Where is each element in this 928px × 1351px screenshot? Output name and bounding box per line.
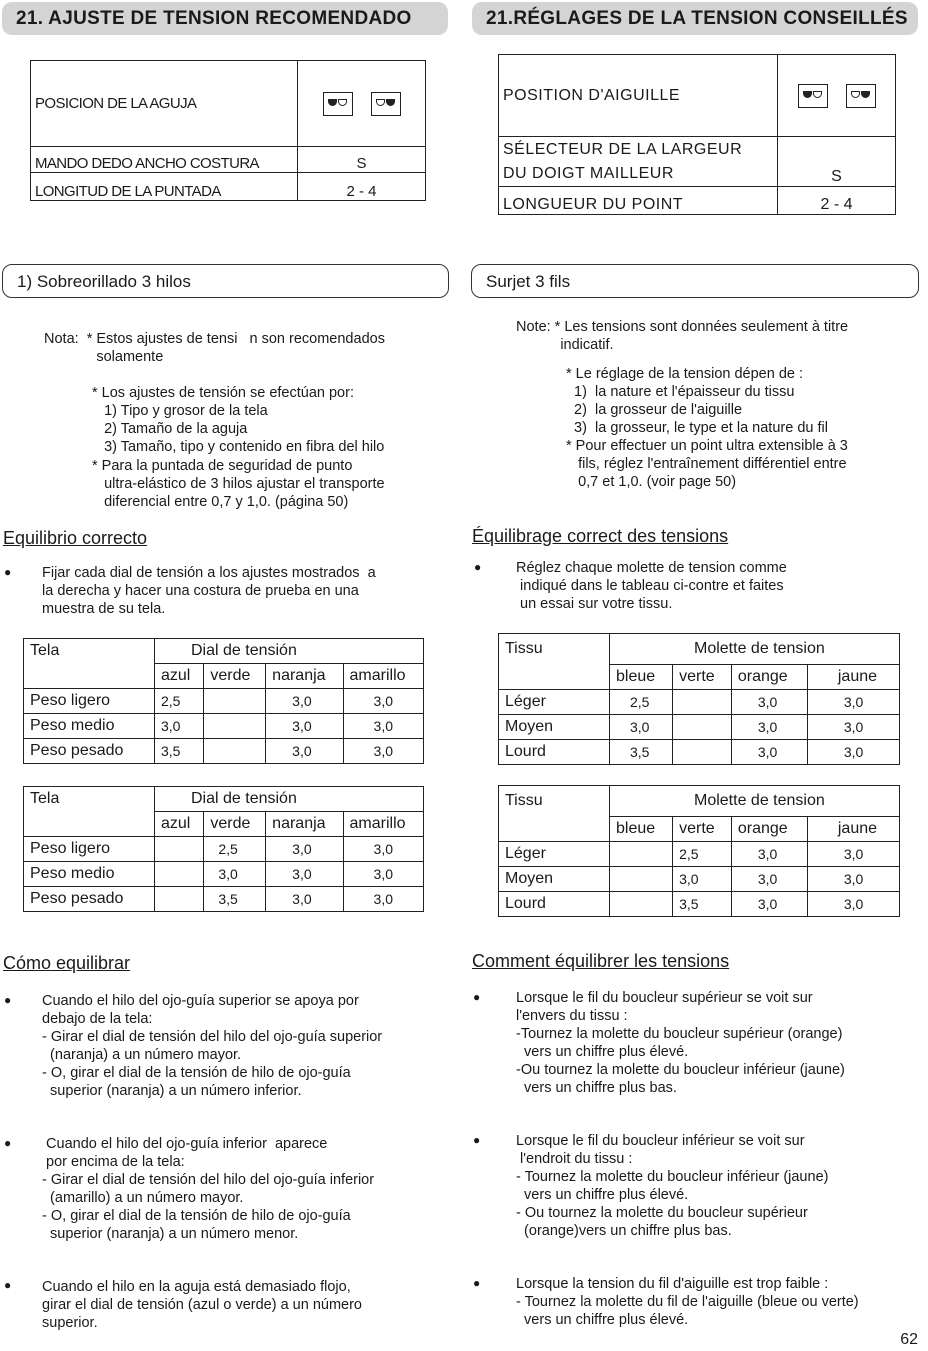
how-fr-2-line: - Ou tournez la molette du boucleur supérieur xyxy=(516,1205,808,1221)
row-label: Lourd xyxy=(499,891,610,916)
how-fr-3-line: Lorsque la tension du fil d'aiguille est trop faible : xyxy=(516,1276,829,1292)
col-header: jaune xyxy=(807,816,899,841)
how-es-3-line: girar el dial de tensión (azul o verde) a un número xyxy=(42,1297,362,1313)
needle-right-icon xyxy=(371,92,401,116)
note-fr-5: 3) la grosseur, le type et la nature du fil xyxy=(566,420,828,436)
row-label: Peso pesado xyxy=(24,739,155,764)
how-es-2-line: - O, girar el dial de la tensión de hilo de ojo-guía xyxy=(42,1208,351,1224)
note-es-3: 1) Tipo y grosor de la tela xyxy=(92,403,268,419)
how-fr-3-line: vers un chiffre plus élevé. xyxy=(516,1312,689,1328)
balance-es-2: muestra de su tela. xyxy=(42,601,166,617)
how-es-3-line: Cuando el hilo en la aguja está demasiado flojo, xyxy=(42,1279,351,1295)
note-es-4: 2) Tamaño de la aguja xyxy=(92,421,248,437)
needle-position-cell xyxy=(298,61,426,147)
needle-position-label: POSICION DE LA AGUJA xyxy=(31,61,298,147)
balance-fr-1: indiqué dans le tableau ci-contre et faites xyxy=(516,578,784,594)
dial-header: Molette de tension xyxy=(610,786,900,817)
note-fr-0: Note: * Les tensions sont données seulement à titre xyxy=(516,319,849,335)
col-header: azul xyxy=(155,812,204,837)
bullet-icon: ● xyxy=(4,1278,12,1292)
note-fr-8: 0,7 et 1,0. (voir page 50) xyxy=(566,474,737,490)
col-header: verte xyxy=(673,664,732,689)
how-fr-1-line: vers un chiffre plus élevé. xyxy=(516,1044,689,1060)
how-fr-2-line: l'endroit du tissu : xyxy=(516,1151,633,1167)
finger-width-value: S xyxy=(298,147,426,173)
finger-width-label xyxy=(499,137,778,187)
tension-table-es-1: Tela Dial de tensión azul verde naranja amarillo Peso ligero 2,5 3,0 3,0 Peso medio 3,0 3,0 3,0 Peso pesado 3,5 3,0 3,0 xyxy=(23,638,424,764)
how-fr-1-line: Lorsque le fil du boucleur supérieur se voit sur xyxy=(516,990,813,1006)
stitch-length-value: 2 - 4 xyxy=(778,187,896,215)
row-label: Lourd xyxy=(499,739,610,764)
how-fr-2-line: (orange)vers un chiffre plus bas. xyxy=(516,1223,732,1239)
stitch-length-value: 2 - 4 xyxy=(298,173,426,201)
fabric-header: Tissu xyxy=(499,786,610,817)
note-es-2: * Los ajustes de tensión se efectúan por: xyxy=(92,385,354,401)
col-header: naranja xyxy=(266,812,343,837)
how-fr-1-line: vers un chiffre plus bas. xyxy=(516,1080,677,1096)
col-header: jaune xyxy=(807,664,899,689)
fabric-header: Tissu xyxy=(499,634,610,665)
finger-width-value: S xyxy=(778,137,896,187)
tension-table-fr-2: Tissu Molette de tension bleue verte orange jaune Léger 2,5 3,0 3,0 Moyen 3,0 3,0 3,0 Lourd 3,5 3,0 3,0 xyxy=(498,785,900,917)
finger-width-label-line2: DU DOIGT MAILLEUR xyxy=(503,165,674,182)
how-es-2-line: (amarillo) a un número mayor. xyxy=(42,1190,244,1206)
needle-left-icon xyxy=(323,92,353,116)
needle-position-cell xyxy=(778,55,896,137)
note-fr-2: * Le réglage de la tension dépen de : xyxy=(566,366,804,382)
dial-header: Dial de tensión xyxy=(155,787,424,812)
bullet-icon: ● xyxy=(473,1276,481,1290)
settings-table-es xyxy=(30,60,426,201)
how-es-2-line: por encima de la tela: xyxy=(42,1154,185,1170)
note-es-7: ultra-elástico de 3 hilos ajustar el transporte xyxy=(92,476,385,492)
row-label: Moyen xyxy=(499,866,610,891)
balance-es-0: Fijar cada dial de tensión a los ajustes mostrados a xyxy=(42,565,376,581)
bullet-icon: ● xyxy=(474,560,482,574)
bullet-icon: ● xyxy=(4,1136,12,1150)
note-fr-7: fils, réglez l'entraînement différentiel entre xyxy=(566,456,847,472)
row-label: Peso ligero xyxy=(24,837,155,862)
col-header: amarillo xyxy=(343,664,423,689)
how-es-2-line: - Girar el dial de tensión del hilo del ojo-guía inferior xyxy=(42,1172,375,1188)
bullet-icon: ● xyxy=(473,990,481,1004)
dial-header: Dial de tensión xyxy=(155,639,424,664)
tension-table-fr-1: Tissu Molette de tension bleue verte orange jaune Léger 2,5 3,0 3,0 Moyen 3,0 3,0 3,0 Lourd 3,5 3,0 3,0 xyxy=(498,633,900,765)
how-fr-2-line: vers un chiffre plus élevé. xyxy=(516,1187,689,1203)
how-es-2-line: superior (naranja) a un número menor. xyxy=(42,1226,299,1242)
how-es-1-line: superior (naranja) a un número inferior. xyxy=(42,1083,302,1099)
row-label: Léger xyxy=(499,841,610,866)
how-es-2-line: Cuando el hilo del ojo-guía inferior aparece xyxy=(42,1136,328,1152)
bullet-icon: ● xyxy=(4,993,12,1007)
how-fr-1-line: l'envers du tissu : xyxy=(516,1008,628,1024)
col-header: orange xyxy=(731,664,807,689)
balance-es-1: la derecha y hacer una costura de prueba en una xyxy=(42,583,359,599)
needle-position-label: POSITION D'AIGUILLE xyxy=(499,55,778,137)
how-es-1-line: - O, girar el dial de la tensión de hilo de ojo-guía xyxy=(42,1065,351,1081)
col-header: verte xyxy=(673,816,732,841)
how-fr-1-line: -Tournez la molette du boucleur supérieur (orange) xyxy=(516,1026,843,1042)
note-es-5: 3) Tamaño, tipo y contenido en fibra del hilo xyxy=(92,439,385,455)
how-fr-2-line: Lorsque le fil du boucleur inférieur se voit sur xyxy=(516,1133,805,1149)
col-header: orange xyxy=(731,816,807,841)
section-box-fr: Surjet 3 fils xyxy=(471,264,919,298)
how-title-es: Cómo equilibrar xyxy=(3,953,131,973)
col-header: azul xyxy=(155,664,204,689)
row-label: Peso pesado xyxy=(24,887,155,912)
fabric-header: Tela xyxy=(24,639,155,664)
col-header: verde xyxy=(204,664,266,689)
row-label: Peso medio xyxy=(24,862,155,887)
col-header: bleue xyxy=(610,816,673,841)
needle-right-icon xyxy=(846,84,876,108)
note-fr-6: * Pour effectuer un point ultra extensible à 3 xyxy=(566,438,848,454)
page-number: 62 xyxy=(900,1331,918,1348)
header-es: 21. AJUSTE DE TENSION RECOMENDADO xyxy=(2,2,448,35)
how-es-1-line: (naranja) a un número mayor. xyxy=(42,1047,242,1063)
bullet-icon: ● xyxy=(473,1133,481,1147)
bullet-icon: ● xyxy=(4,565,12,579)
fabric-header: Tela xyxy=(24,787,155,812)
col-header: verde xyxy=(204,812,266,837)
finger-width-label: MANDO DEDO ANCHO COSTURA xyxy=(31,147,298,173)
note-es-8: diferencial entre 0,7 y 1,0. (página 50) xyxy=(92,494,349,510)
note-fr-4: 2) la grosseur de l'aiguille xyxy=(566,402,743,418)
balance-fr-0: Réglez chaque molette de tension comme xyxy=(516,560,787,576)
how-es-1-line: - Girar el dial de tensión del hilo del ojo-guía superior xyxy=(42,1029,383,1045)
finger-width-label-line1: SÉLECTEUR DE LA LARGEUR xyxy=(503,141,743,158)
how-title-fr: Comment équilibrer les tensions xyxy=(472,951,730,971)
settings-table-fr xyxy=(498,54,896,215)
note-fr-3: 1) la nature et l'épaisseur du tissu xyxy=(566,384,795,400)
note-es-0: Nota: * Estos ajustes de tensi n son recomendados xyxy=(44,331,385,347)
row-label: Peso medio xyxy=(24,714,155,739)
needle-left-icon xyxy=(798,84,828,108)
how-es-1-line: Cuando el hilo del ojo-guía superior se apoya por xyxy=(42,993,359,1009)
balance-title-es: Equilibrio correcto xyxy=(3,528,148,548)
stitch-length-label: LONGUEUR DU POINT xyxy=(499,187,778,215)
how-fr-1-line: -Ou tournez la molette du boucleur inférieur (jaune) xyxy=(516,1062,845,1078)
balance-fr-2: un essai sur votre tissu. xyxy=(516,596,673,612)
how-es-1-line: debajo de la tela: xyxy=(42,1011,153,1027)
how-es-3-line: superior. xyxy=(42,1315,98,1331)
row-label: Peso ligero xyxy=(24,689,155,714)
col-header: bleue xyxy=(610,664,673,689)
col-header: naranja xyxy=(266,664,343,689)
how-fr-3-line: - Tournez la molette du fil de l'aiguille (bleue ou verte) xyxy=(516,1294,859,1310)
tension-table-es-2: Tela Dial de tensión azul verde naranja amarillo Peso ligero 2,5 3,0 3,0 Peso medio 3,0 3,0 3,0 Peso pesado 3,5 3,0 3,0 xyxy=(23,786,424,912)
note-fr-1: indicatif. xyxy=(516,337,614,353)
row-label: Léger xyxy=(499,689,610,714)
how-fr-2-line: - Tournez la molette du boucleur inférieur (jaune) xyxy=(516,1169,829,1185)
header-fr: 21.RÉGLAGES DE LA TENSION CONSEILLÉS xyxy=(472,2,918,35)
dial-header: Molette de tension xyxy=(610,634,900,665)
stitch-length-label: LONGITUD DE LA PUNTADA xyxy=(31,173,298,201)
col-header: amarillo xyxy=(343,812,423,837)
note-es-6: * Para la puntada de seguridad de punto xyxy=(92,458,353,474)
balance-title-fr: Équilibrage correct des tensions xyxy=(472,526,729,546)
row-label: Moyen xyxy=(499,714,610,739)
note-es-1: solamente xyxy=(44,349,164,365)
section-box-es: 1) Sobreorillado 3 hilos xyxy=(2,264,449,298)
